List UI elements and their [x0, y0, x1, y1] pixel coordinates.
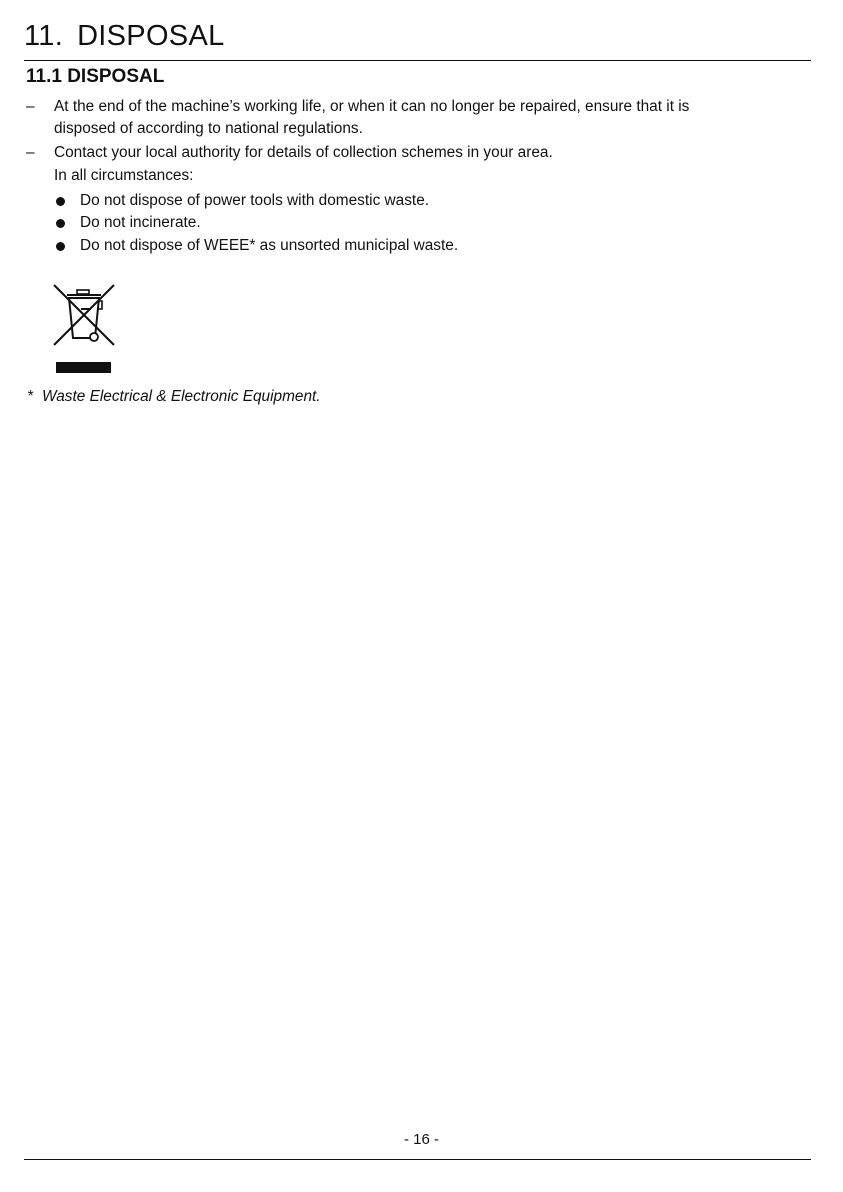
page-number: - 16 -	[403, 1131, 439, 1148]
dash-marker: –	[26, 144, 35, 161]
circumstances-intro: In all circumstances:	[54, 167, 194, 184]
section-title: 11.1 DISPOSAL	[26, 66, 165, 87]
top-divider	[24, 60, 811, 61]
bullet-text: Do not dispose of WEEE* as unsorted municipal waste.	[80, 237, 459, 254]
list-item-text: Contact your local authority for details of collection schemes in your area.	[54, 144, 553, 161]
list-item-text: At the end of the machine’s working life, or when it can no longer be repaired, ensure that it is	[54, 98, 690, 115]
footnote-marker: *	[27, 388, 33, 405]
crossed-out-wheelie-bin-icon	[50, 281, 118, 373]
bullet-text: Do not dispose of power tools with domestic waste.	[80, 192, 430, 209]
dash-marker: –	[26, 98, 35, 115]
bottom-divider	[24, 1159, 811, 1160]
chapter-title: DISPOSAL	[77, 20, 225, 52]
bullet-text: Do not incinerate.	[80, 214, 201, 231]
bullet-dot-icon	[56, 197, 65, 206]
bullet-dot-icon	[56, 242, 65, 251]
bullet-dot-icon	[56, 219, 65, 228]
page-title	[24, 20, 225, 53]
chapter-number: 11.	[24, 20, 64, 52]
footnote-text: Waste Electrical & Electronic Equipment.	[42, 388, 321, 405]
footnote	[27, 388, 321, 406]
list-item-text: disposed of according to national regulations.	[54, 120, 363, 137]
